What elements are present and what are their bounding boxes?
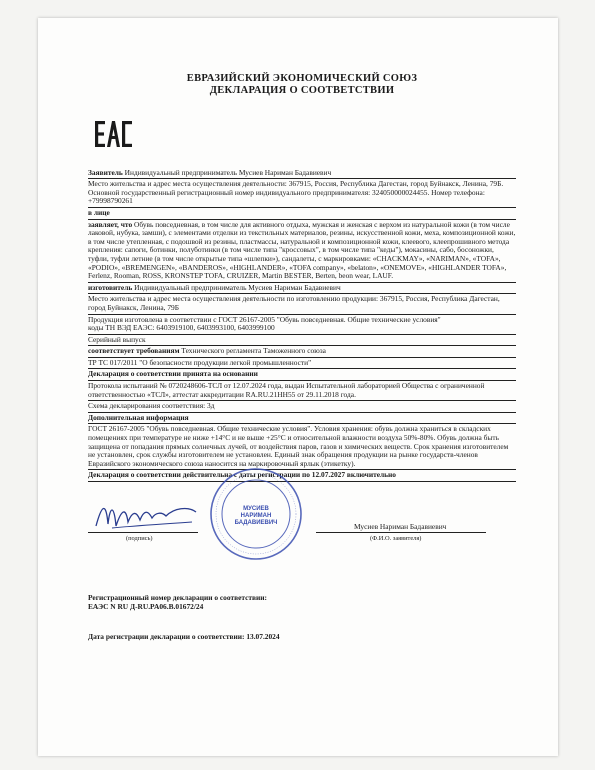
in-person-row (88, 208, 516, 220)
in-person-label: в лице (88, 207, 110, 217)
statement-text: Обувь повседневная, в том числе для активного отдыха, мужская и женская с верхом из натуральной кожи (в том числе лаковой, нубука, замши), с элементами отделки из текстильных материалов, резины, искусственной кожи, меха, композиционной кожи, в том числе утепленная, с подошвой из резины, пластмассы, натуральной и композиционной кожи, клеевого, клеепрошивного метода крепления: сапоги, ботинки, полуботинки (в том числе типа "кроссовых", в том числе типа "кеды"), мокасины, сабо, босоножки, туфли, туфли летние (в том числе открытые типа «шлепки»), сандалеты, с маркировками: «CHACKMAY», «NARIMAN», «TOFA», «PODIO», «BREMENGEN», «BANDEROS», «HIGHLANDER», «TOFA company», «belaton», «ONEMOVE», «HIGHLANDER TOFA», Ferlenz, Rooman, ROSS, KRONSTEP TOFA, CRUIZER, Martin BESTER, Berten, beon wear, LAUF. (88, 219, 516, 281)
basis-row (88, 381, 516, 401)
regulation-text: ТР ТС 017/2011 "О безопасности продукции легкой промышленности" (88, 357, 312, 367)
statement-label: заявляет, что (88, 219, 133, 229)
manufacturer-standard-text: Продукция изготовлена в соответствии с ГОСТ 26167-2005 "Обувь повседневная. Общие технические условия" (88, 314, 441, 324)
signer-name: Мусиев Нариман Бадавиевич (354, 522, 447, 531)
registration-number: ЕАЭС N RU Д-RU.PA06.B.01672/24 (88, 601, 204, 611)
additional-label-row (88, 413, 516, 425)
svg-text:НАРИМАН: НАРИМАН (240, 513, 272, 519)
serial-row (88, 335, 516, 347)
statement-section (88, 220, 516, 283)
manufacturer-name: Индивидуальный предприниматель Мусиев Нариман Бадавиевич (134, 282, 341, 292)
basis-label-row (88, 369, 516, 381)
svg-text:МУСИЕВ: МУСИЕВ (243, 506, 269, 512)
official-stamp (208, 466, 304, 562)
svg-text:БАДАВИЕВИЧ: БАДАВИЕВИЧ (234, 520, 278, 526)
registration-date: 13.07.2024 (246, 632, 280, 642)
registration-number-label: Регистрационный номер декларации о соответствии: (88, 593, 267, 602)
declaration-content (88, 73, 516, 642)
requirements-text: Технического регламента Таможенного союза (181, 346, 326, 356)
applicant-section (88, 168, 516, 180)
basis-label: Декларация о соответствии принята на основании (88, 369, 258, 379)
signature-area (88, 488, 516, 566)
validity-text: Декларация о соответствии действительна с даты регистрации по 12.07.2027 включительно (88, 470, 396, 480)
eac-logo-icon (94, 119, 134, 149)
serial-text: Серийный выпуск (88, 334, 146, 344)
declaration-title: ДЕКЛАРАЦИЯ О СООТВЕТСТВИИ (209, 85, 395, 96)
requirements-section (88, 346, 516, 358)
additional-label: Дополнительная информация (88, 412, 189, 422)
manufacturer-section (88, 283, 516, 295)
handwritten-signature (92, 496, 202, 536)
declaration-page (38, 18, 558, 756)
basis-text: Протокола испытаний № 0720248606-ТСЛ от 12.07.2024 года, выдан Испытательной лабораторией Общества с ограниченной ответственностью «ТСЛ», аттестат аккредитации RA.RU.21HH55 от 29.11.2018 года. (88, 381, 485, 399)
requirements-label: соответствует требованиям (88, 346, 180, 356)
regulation-row (88, 358, 516, 370)
additional-text: ГОСТ 26167-2005 "Обувь повседневная. Общие технические условия". Условия хранения: обувь должна храниться в складских помещениях при температуре не ниже +14°С и не выше +25°С и относительной влажности воздуха 50%-80%. Обувь должна быть защищена от попадания прямых солнечных лучей, от воздействия паров, газов и химических веществ. Срок хранения изготовителем не установлен, срок службы изготовителем не установлен. Единый знак обращения продукции на рынке государств-членов Евразийского экономического союза наносится на маркировочный ярлык (этикетку). (88, 424, 509, 468)
registration-section (88, 594, 516, 611)
applicant-address-text: Место жительства и адрес места осуществления деятельности: 367915, Россия, Республика Дагестан, город Буйнакск, Ленина, 79Б. Основной государственный регистрационный номер индивидуального предпринимателя: 324050000024455. Номер телефона: +79998790261 (88, 179, 504, 206)
manufacturer-address (88, 294, 516, 314)
signature-caption: (подпись) (126, 535, 153, 542)
scheme-text: Схема декларирования соответствия: 3д (88, 401, 215, 411)
applicant-label: Заявитель (88, 167, 123, 177)
registration-date-label: Дата регистрации декларации о соответствии: (88, 632, 245, 642)
name-line (316, 532, 486, 533)
document-title (88, 73, 516, 97)
manufacturer-standard (88, 315, 516, 335)
name-caption: (Ф.И.О. заявителя) (370, 535, 422, 542)
registration-date-row (88, 633, 516, 642)
signature-line (88, 532, 198, 533)
applicant-address (88, 179, 516, 208)
scheme-row (88, 401, 516, 413)
manufacturer-label: изготовитель (88, 282, 133, 292)
additional-row (88, 424, 516, 470)
manufacturer-codes: коды ТН ВЭД ЕАЭС: 6403919100, 6403993100, 6403999100 (88, 323, 275, 333)
manufacturer-address-text: Место жительства и адрес места осуществления деятельности по изготовлению продукции: 367915, Россия, Республика Дагестан, город Буйнакск, Ленина, 79Б (88, 294, 500, 312)
applicant-name: Индивидуальный предприниматель Мусиев Нариман Бадавиевич (124, 167, 332, 177)
union-title: ЕВРАЗИЙСКИЙ ЭКОНОМИЧЕСКИЙ СОЮЗ (186, 73, 418, 84)
